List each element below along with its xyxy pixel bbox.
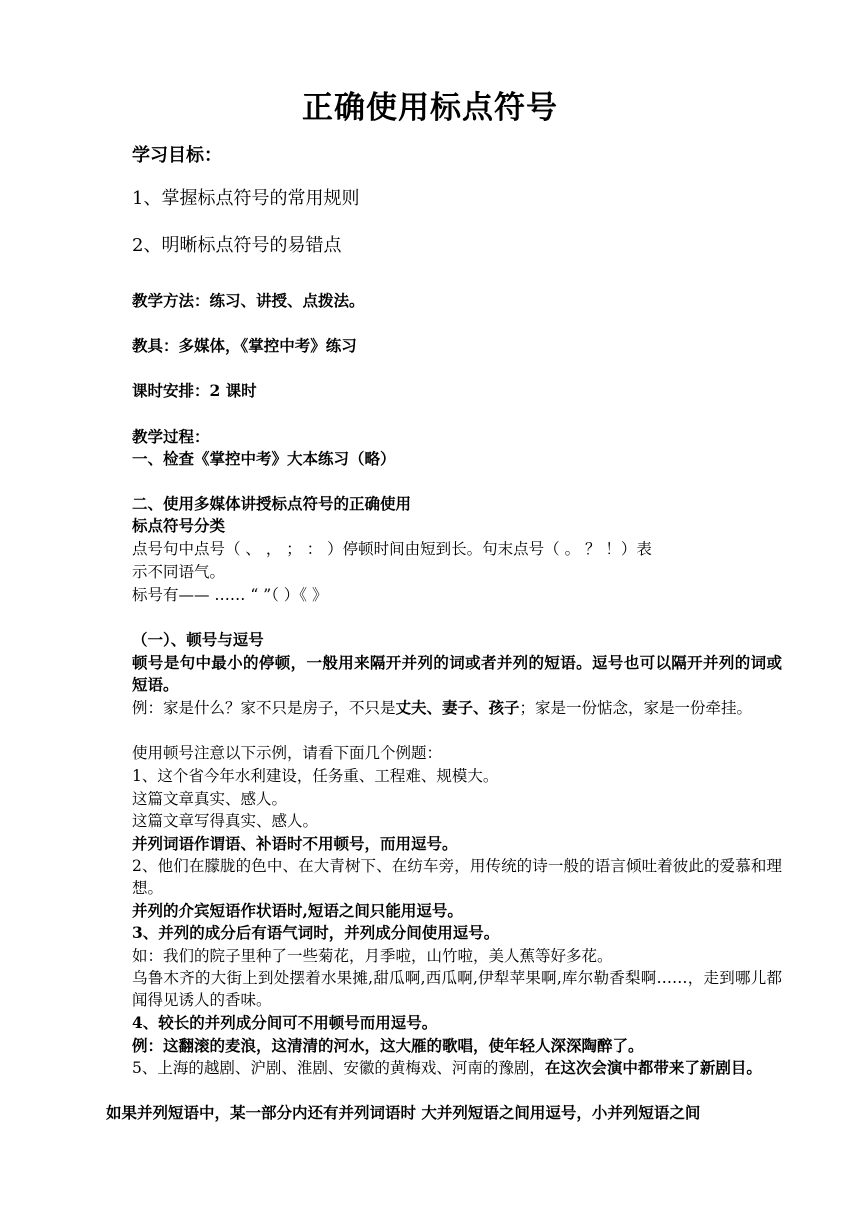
step-1: 一、检查《掌控中考》大本练习（略） — [132, 449, 396, 468]
case-3-a: 如：我们的院子里种了一些菊花，月季啦，山竹啦，美人蕉等好多花。 — [132, 947, 613, 965]
rule-dunhao: 顿号是句中最小的停顿，一般用来隔开并列的词或者并列的短语。 — [132, 653, 592, 672]
rule-1: 并列词语作谓语、补语时不用顿号，而用逗号。 — [132, 834, 458, 853]
rule-2: 并列的介宾短语作状语时,短语之间只能用逗号。 — [132, 901, 463, 920]
rule-4: 4、较长的并列成分间可不用顿号而用逗号。 — [132, 1013, 438, 1032]
dianhao-line-2: 示不同语气。 — [132, 563, 226, 581]
rule-paragraph — [132, 652, 782, 696]
page-title: 正确使用标点符号 — [302, 90, 558, 126]
biaohao-line: 标号有—— …… “ ”（ ）《 》 — [132, 586, 328, 604]
example-1-part-a: 例：家是什么？家不只是房子，不只是 — [132, 699, 396, 717]
class-schedule: 课时安排：2 课时 — [132, 381, 257, 400]
rule-douhao: 逗号也可以隔开并列的词或短语。 — [132, 653, 782, 694]
case-3-b: 乌鲁木齐的大街上到处摆着水果摊,甜瓜啊,西瓜啊,伊犁苹果啊,库尔勒香梨啊……，走到哪儿都闻得见诱人的香味。 — [132, 969, 782, 1009]
teaching-method: 教学方法：练习、讲授、点拨法。 — [132, 291, 365, 310]
case-5 — [132, 1057, 782, 1079]
objective-item-1: 1、掌握标点符号的常用规则 — [132, 188, 360, 209]
case-1-b: 这篇文章真实、感人。 — [132, 790, 288, 808]
last-line: 如果并列短语中，某一部分内还有并列词语时 大并列短语之间用逗号，小并列短语之间 — [106, 1103, 701, 1122]
intro-line: 使用顿号注意以下示例，请看下面几个例题： — [132, 744, 443, 762]
example-1-part-b: 丈夫、妻子、孩子 — [395, 698, 520, 717]
objective-item-2: 2、明晰标点符号的易错点 — [132, 235, 342, 256]
step-2: 二、使用多媒体讲授标点符号的正确使用 — [132, 494, 412, 513]
classification-heading: 标点符号分类 — [132, 516, 226, 535]
case-2: 2、他们在朦胧的色中、在大青树下、在纺车旁，用传统的诗一般的语言倾吐着彼此的爱慕和理想。 — [132, 857, 782, 897]
case-5-part-a: 5、上海的越剧、沪剧、淮剧、安徽的黄梅戏、河南的豫剧， — [132, 1059, 545, 1077]
case-4: 例：这翻滚的麦浪，这清清的河水，这大雁的歌唱，使年轻人深深陶醉了。 — [132, 1036, 644, 1055]
case-5-part-b: 在这次会演中都带来了新剧目。 — [544, 1058, 762, 1077]
section-1-heading: （一）、顿号与逗号 — [132, 630, 264, 649]
case-1-c: 这篇文章写得真实、感人。 — [132, 812, 319, 830]
objectives-heading: 学习目标： — [132, 145, 222, 166]
case-1-a: 1、这个省今年水利建设，任务重、工程难、规模大。 — [132, 767, 499, 785]
dianhao-line-1: 点号句中点号（ 、 ， ； ： ）停顿时间由短到长。句末点号（ 。 ？ ！）表 — [132, 540, 652, 558]
example-1 — [132, 697, 782, 719]
rule-3: 3、并列的成分后有语气词时，并列成分间使用逗号。 — [132, 923, 500, 942]
process-heading: 教学过程： — [132, 427, 210, 446]
teaching-tools: 教具：多媒体，《掌控中考》练习 — [132, 336, 357, 355]
example-1-part-c: ；家是一份惦念，家是一份牵挂。 — [519, 699, 753, 717]
